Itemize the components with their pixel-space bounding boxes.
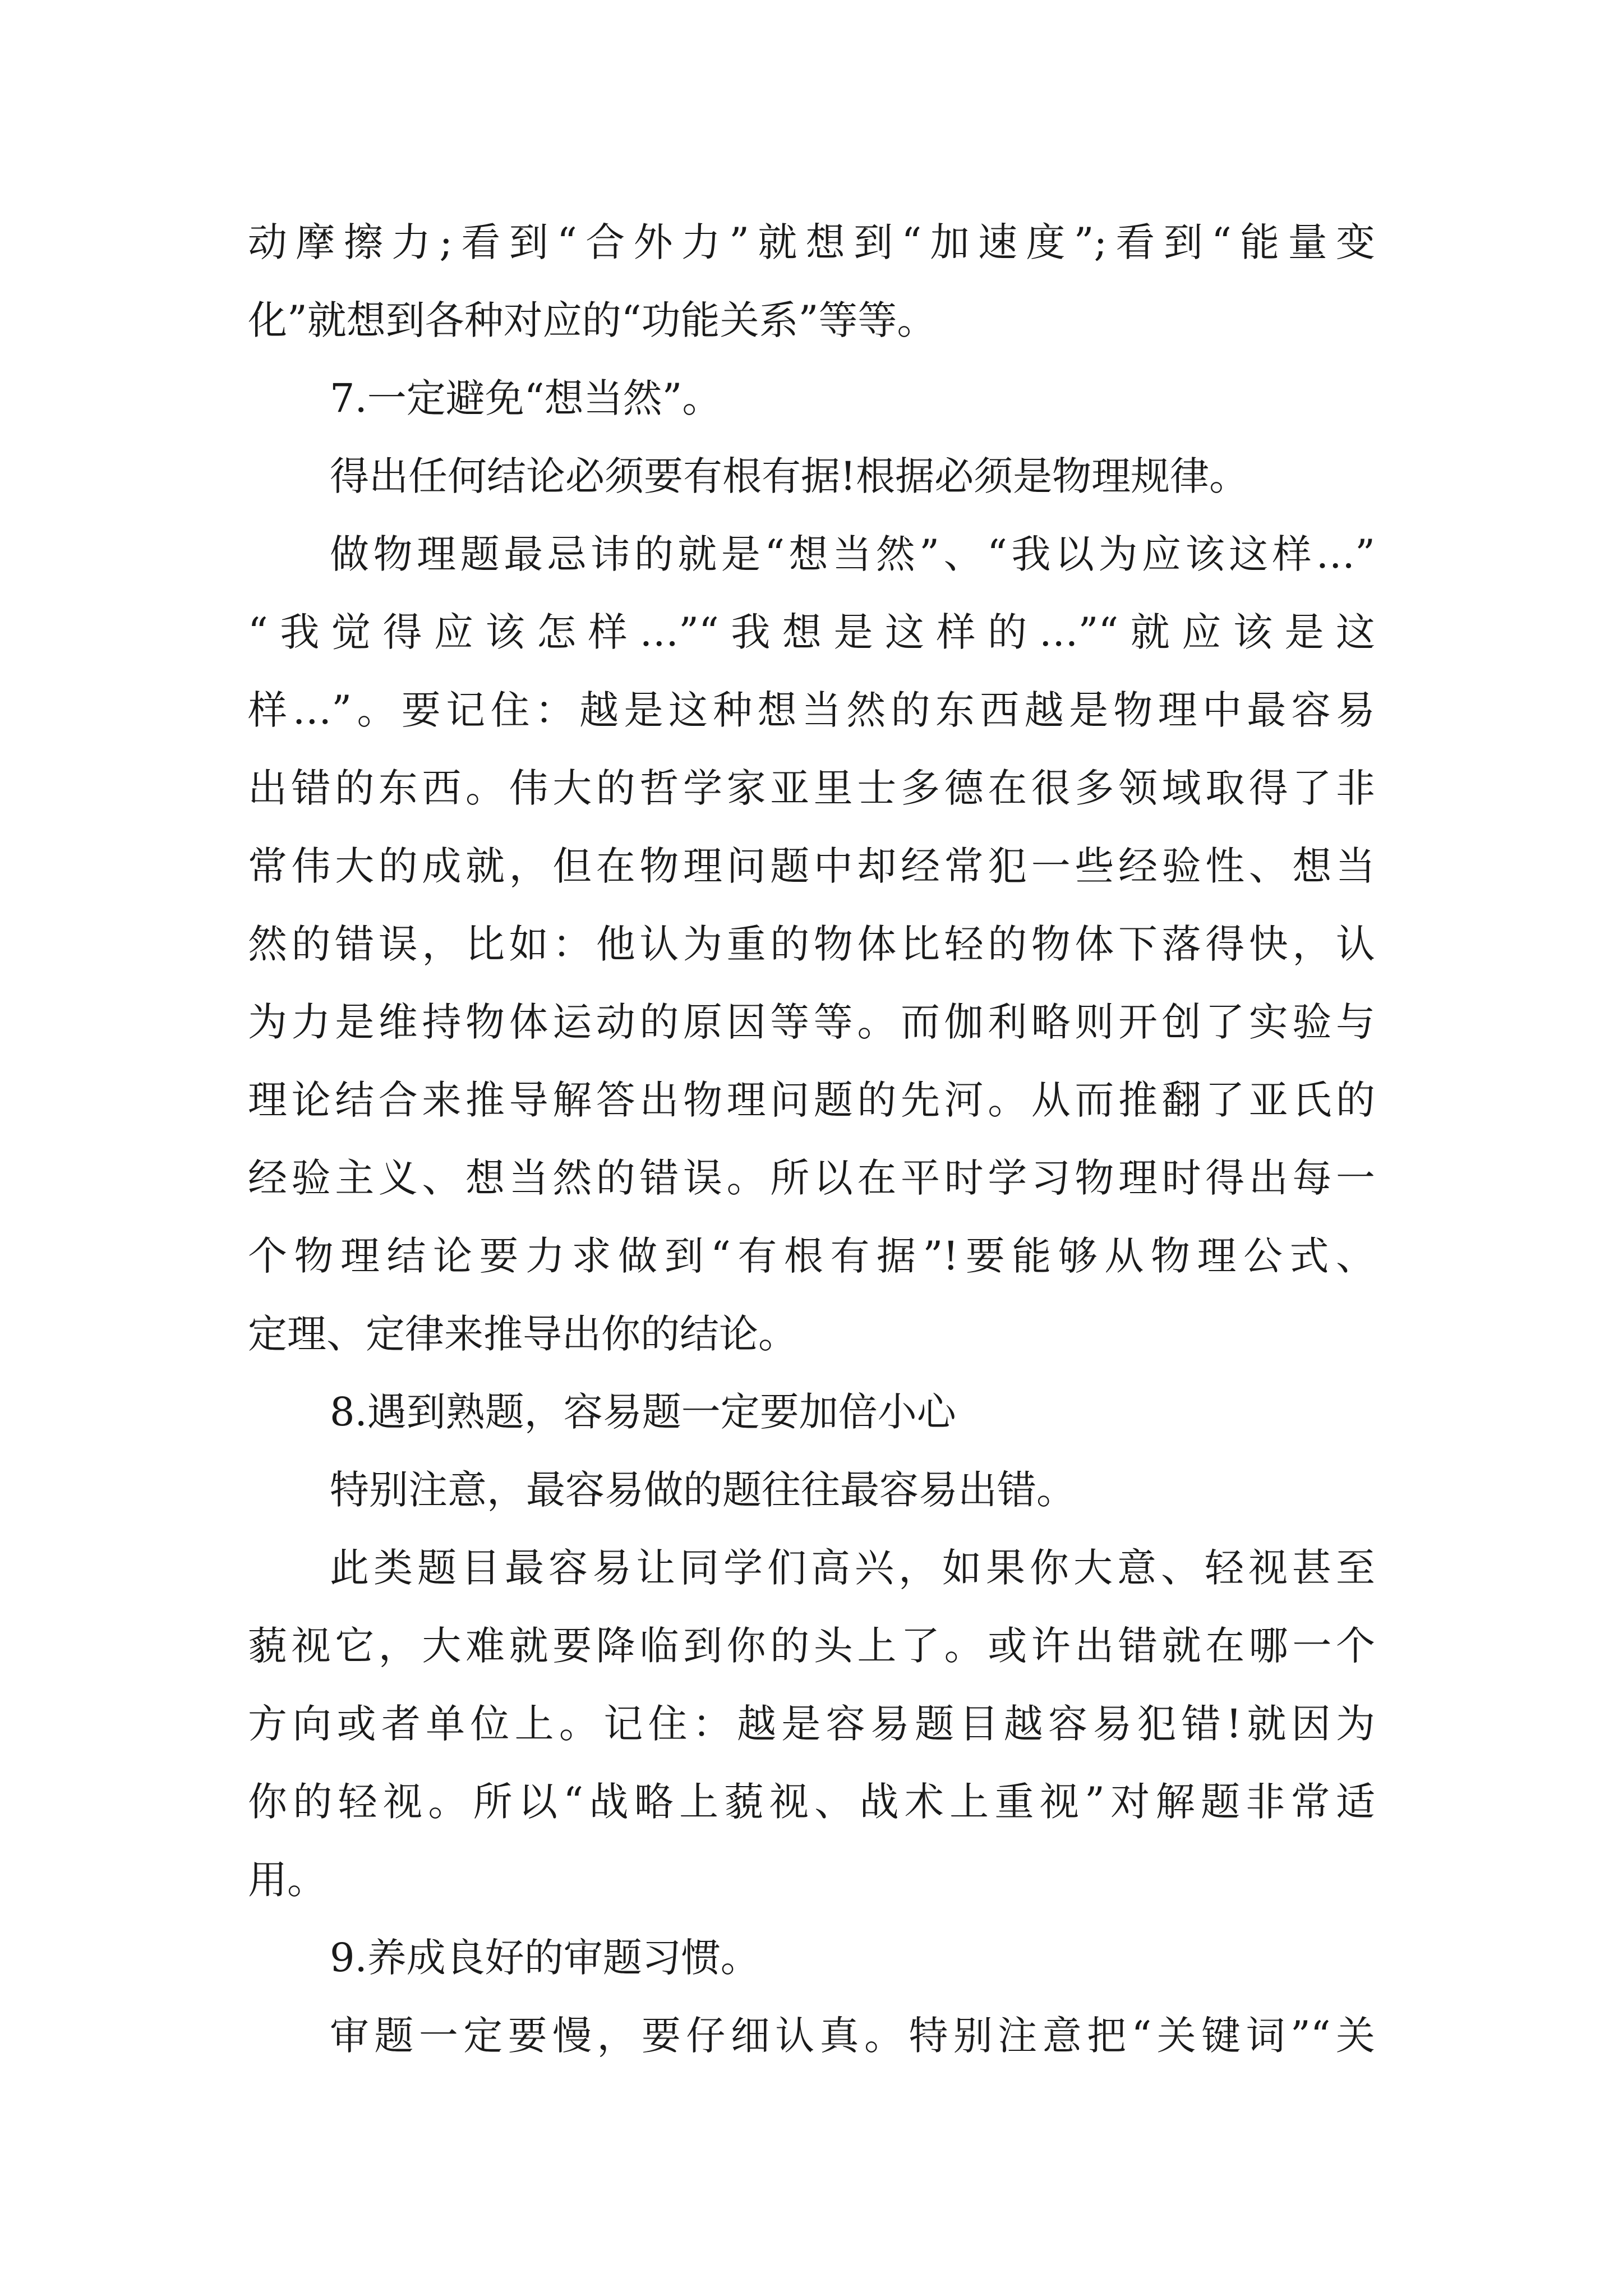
- text-line: 定理、定律来推导出你的结论。: [248, 1311, 797, 1357]
- text-line: 化”就想到各种对应的“功能关系”等等。: [248, 297, 937, 343]
- text-line: 出错的东西。伟大的哲学家亚里士多德在很多领域取得了非: [248, 765, 1375, 811]
- text-line: 做物理题最忌讳的就是“想当然”、“我以为应该这样…”: [330, 531, 1375, 577]
- text-line: 动摩擦力;看到“合外力”就想到“加速度”;看到“能量变: [248, 219, 1375, 265]
- text-line: 个物理结论要力求做到“有根有据”!要能够从物理公式、: [248, 1233, 1375, 1279]
- text-line: 方向或者单位上。记住：越是容易题目越容易犯错!就因为: [248, 1701, 1375, 1747]
- text-line: 样…”。要记住：越是这种想当然的东西越是物理中最容易: [248, 687, 1375, 733]
- section-heading-8: 8.遇到熟题，容易题一定要加倍小心: [330, 1389, 956, 1435]
- text-line: 特别注意，最容易做的题往往最容易出错。: [330, 1467, 1076, 1513]
- text-line: 理论结合来推导解答出物理问题的先河。从而推翻了亚氏的: [248, 1077, 1375, 1123]
- text-line: 然的错误，比如：他认为重的物体比轻的物体下落得快，认: [248, 921, 1375, 967]
- text-line: 常伟大的成就，但在物理问题中却经常犯一些经验性、想当: [248, 843, 1375, 889]
- section-heading-9: 9.养成良好的审题习惯。: [330, 1935, 760, 1981]
- text-line: 为力是维持物体运动的原因等等。而伽利略则开创了实验与: [248, 999, 1375, 1045]
- text-line: 你的轻视。所以“战略上藐视、战术上重视”对解题非常适: [248, 1779, 1375, 1825]
- section-heading-7: 7.一定避免“想当然”。: [330, 375, 722, 421]
- text-line: 审题一定要慢，要仔细认真。特别注意把“关键词”“关: [330, 2013, 1375, 2059]
- text-line: “我觉得应该怎样…”“我想是这样的…”“就应该是这: [248, 609, 1375, 655]
- text-line: 用。: [248, 1857, 326, 1903]
- text-line: 此类题目最容易让同学们高兴，如果你大意、轻视甚至: [330, 1545, 1375, 1591]
- text-line: 藐视它，大难就要降临到你的头上了。或许出错就在哪一个: [248, 1623, 1375, 1669]
- text-line: 得出任何结论必须要有根有据!根据必须是物理规律。: [330, 453, 1249, 499]
- text-line: 经验主义、想当然的错误。所以在平时学习物理时得出每一: [248, 1155, 1375, 1201]
